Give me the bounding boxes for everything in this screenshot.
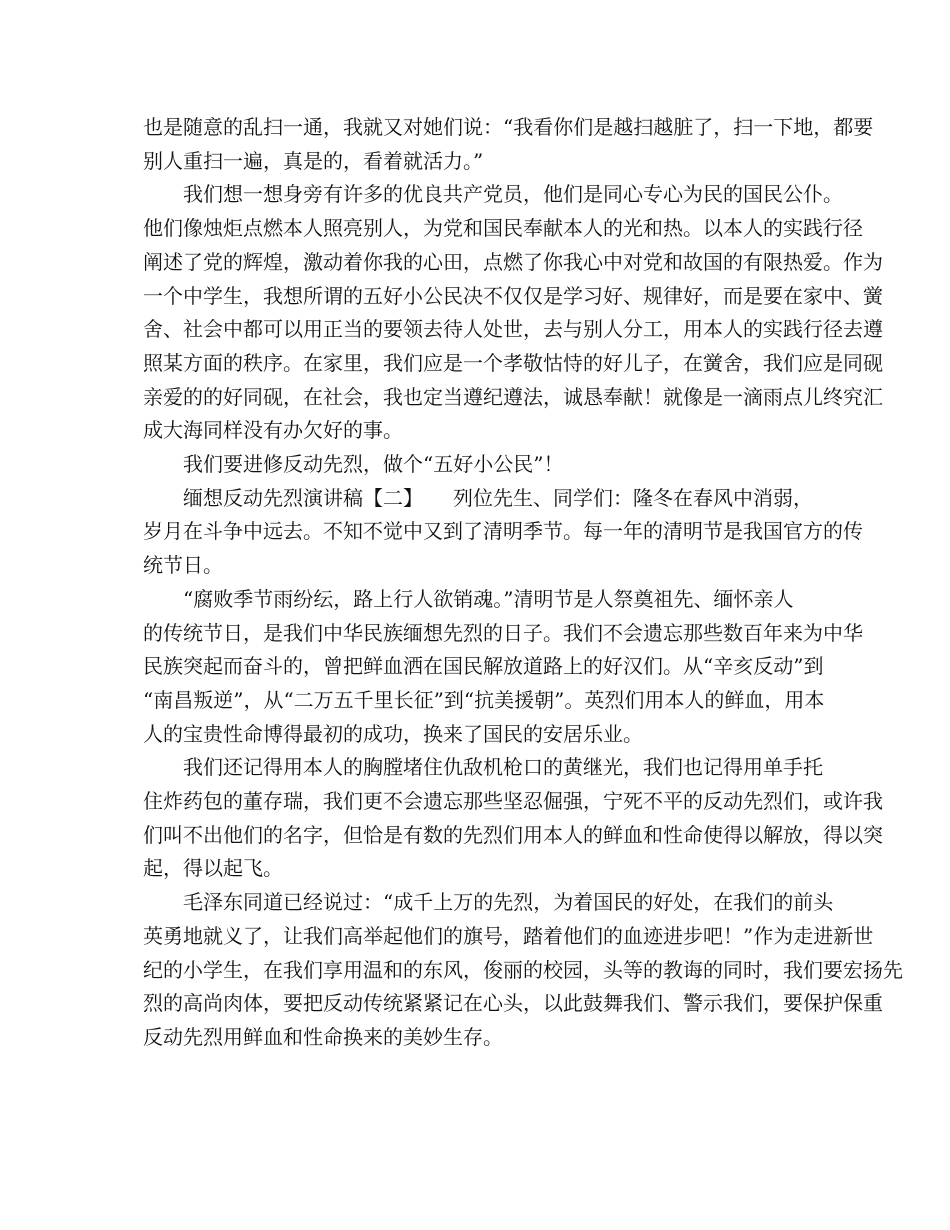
text-line: 舍、社会中都可以用正当的要领去待人处世，去与别人分工，用本人的实践行径去遵 <box>143 317 883 342</box>
text-line: 别人重扫一遍，真是的，看着就活力。” <box>143 148 484 173</box>
salutation-text: 列位先生、同学们：隆冬在春风中消弱， <box>453 485 813 510</box>
text-line: 的传统节日，是我们中华民族缅想先烈的日子。我们不会遗忘那些数百年来为中华 <box>143 620 863 645</box>
text-line <box>143 482 823 516</box>
text-line: 毛泽东同道已经说过：“成千上万的先烈，为着国民的好处，在我们的前头 <box>183 890 834 915</box>
text-line: “南昌叛逆”，从“二万五千里长征”到“抗美援朝”。英烈们用本人的鲜血，用本 <box>143 687 825 712</box>
text-line: 岁月在斗争中远去。不知不觉中又到了清明季节。每一年的清明节是我国官方的传 <box>143 519 863 544</box>
paragraph-2 <box>143 178 883 448</box>
text-line: 也是随意的乱扫一通，我就又对她们说：“我看你们是越扫越脏了，扫一下地，都要 <box>143 115 874 139</box>
text-line: 民族突起而奋斗的，曾把鲜血洒在国民解放道路上的好汉们。从“辛亥反动”到 <box>143 654 824 679</box>
text-line: 照某方面的秩序。在家里，我们应是一个孝敬怙恃的好儿子，在黉舍，我们应是同砚 <box>143 350 883 375</box>
text-line: 反动先烈用鲜血和性命换来的美妙生存。 <box>143 1024 503 1049</box>
text-line: 他们像烛炬点燃本人照亮别人，为党和国民奉献本人的光和热。以本人的实践行径 <box>143 216 863 241</box>
paragraph-1 <box>143 111 874 178</box>
text-line: 英勇地就义了，让我们高举起他们的旗号，踏着他们的血迹进步吧！”作为走进新世 <box>143 923 874 948</box>
text-line: 纪的小学生，在我们享用温和的东风，俊丽的校园，头等的教诲的同时，我们要宏扬先 <box>143 957 903 982</box>
paragraph-4 <box>143 482 863 583</box>
paragraph-6 <box>143 751 883 886</box>
text-line: 起，得以起飞。 <box>143 856 283 881</box>
text-line: 人的宝贵性命博得最初的成功，换来了国民的安居乐业。 <box>143 721 643 746</box>
text-line: 们叫不出他们的名字，但恰是有数的先烈们用本人的鲜血和性命使得以解放，得以突 <box>143 822 883 847</box>
text-line: 亲爱的的好同砚，在社会，我也定当遵纪遵法，诚恳奉献！就像是一滴雨点儿终究汇 <box>143 384 883 409</box>
text-line: 烈的高尚肉体，要把反动传统紧紧记在心头，以此鼓舞我们、警示我们，要保护保重 <box>143 991 883 1016</box>
text-line: 我们要进修反动先烈，做个“五好小公民”！ <box>183 452 564 477</box>
paragraph-3 <box>143 448 823 482</box>
text-line: 我们想一想身旁有许多的优良共产党员，他们是同心专心为民的国民公仆。 <box>183 182 843 207</box>
text-line: 住炸药包的董存瑞，我们更不会遗忘那些坚忍倔强，宁死不平的反动先烈们，或许我 <box>143 789 883 814</box>
paragraph-7 <box>143 886 903 1055</box>
text-line: “腐败季节雨纷纭，路上行人欲销魂。”清明节是人祭奠祖先、缅怀亲人 <box>183 586 794 611</box>
document-body <box>143 111 903 1055</box>
text-line: 一个中学生，我想所谓的五好小公民决不仅仅是学习好、规律好，而是要在家中、黉 <box>143 283 883 308</box>
text-line: 统节日。 <box>143 553 223 578</box>
paragraph-5 <box>143 583 863 752</box>
text-line: 阐述了党的辉煌，激动着你我的心田，点燃了你我心中对党和故国的有限热爱。作为 <box>143 249 883 274</box>
text-line: 成大海同样没有办欠好的事。 <box>143 418 403 443</box>
section-heading: 缅想反动先烈演讲稿【二】 <box>183 485 423 510</box>
text-line: 我们还记得用本人的胸膛堵住仇敌机枪口的黄继光，我们也记得用单手托 <box>183 755 823 780</box>
